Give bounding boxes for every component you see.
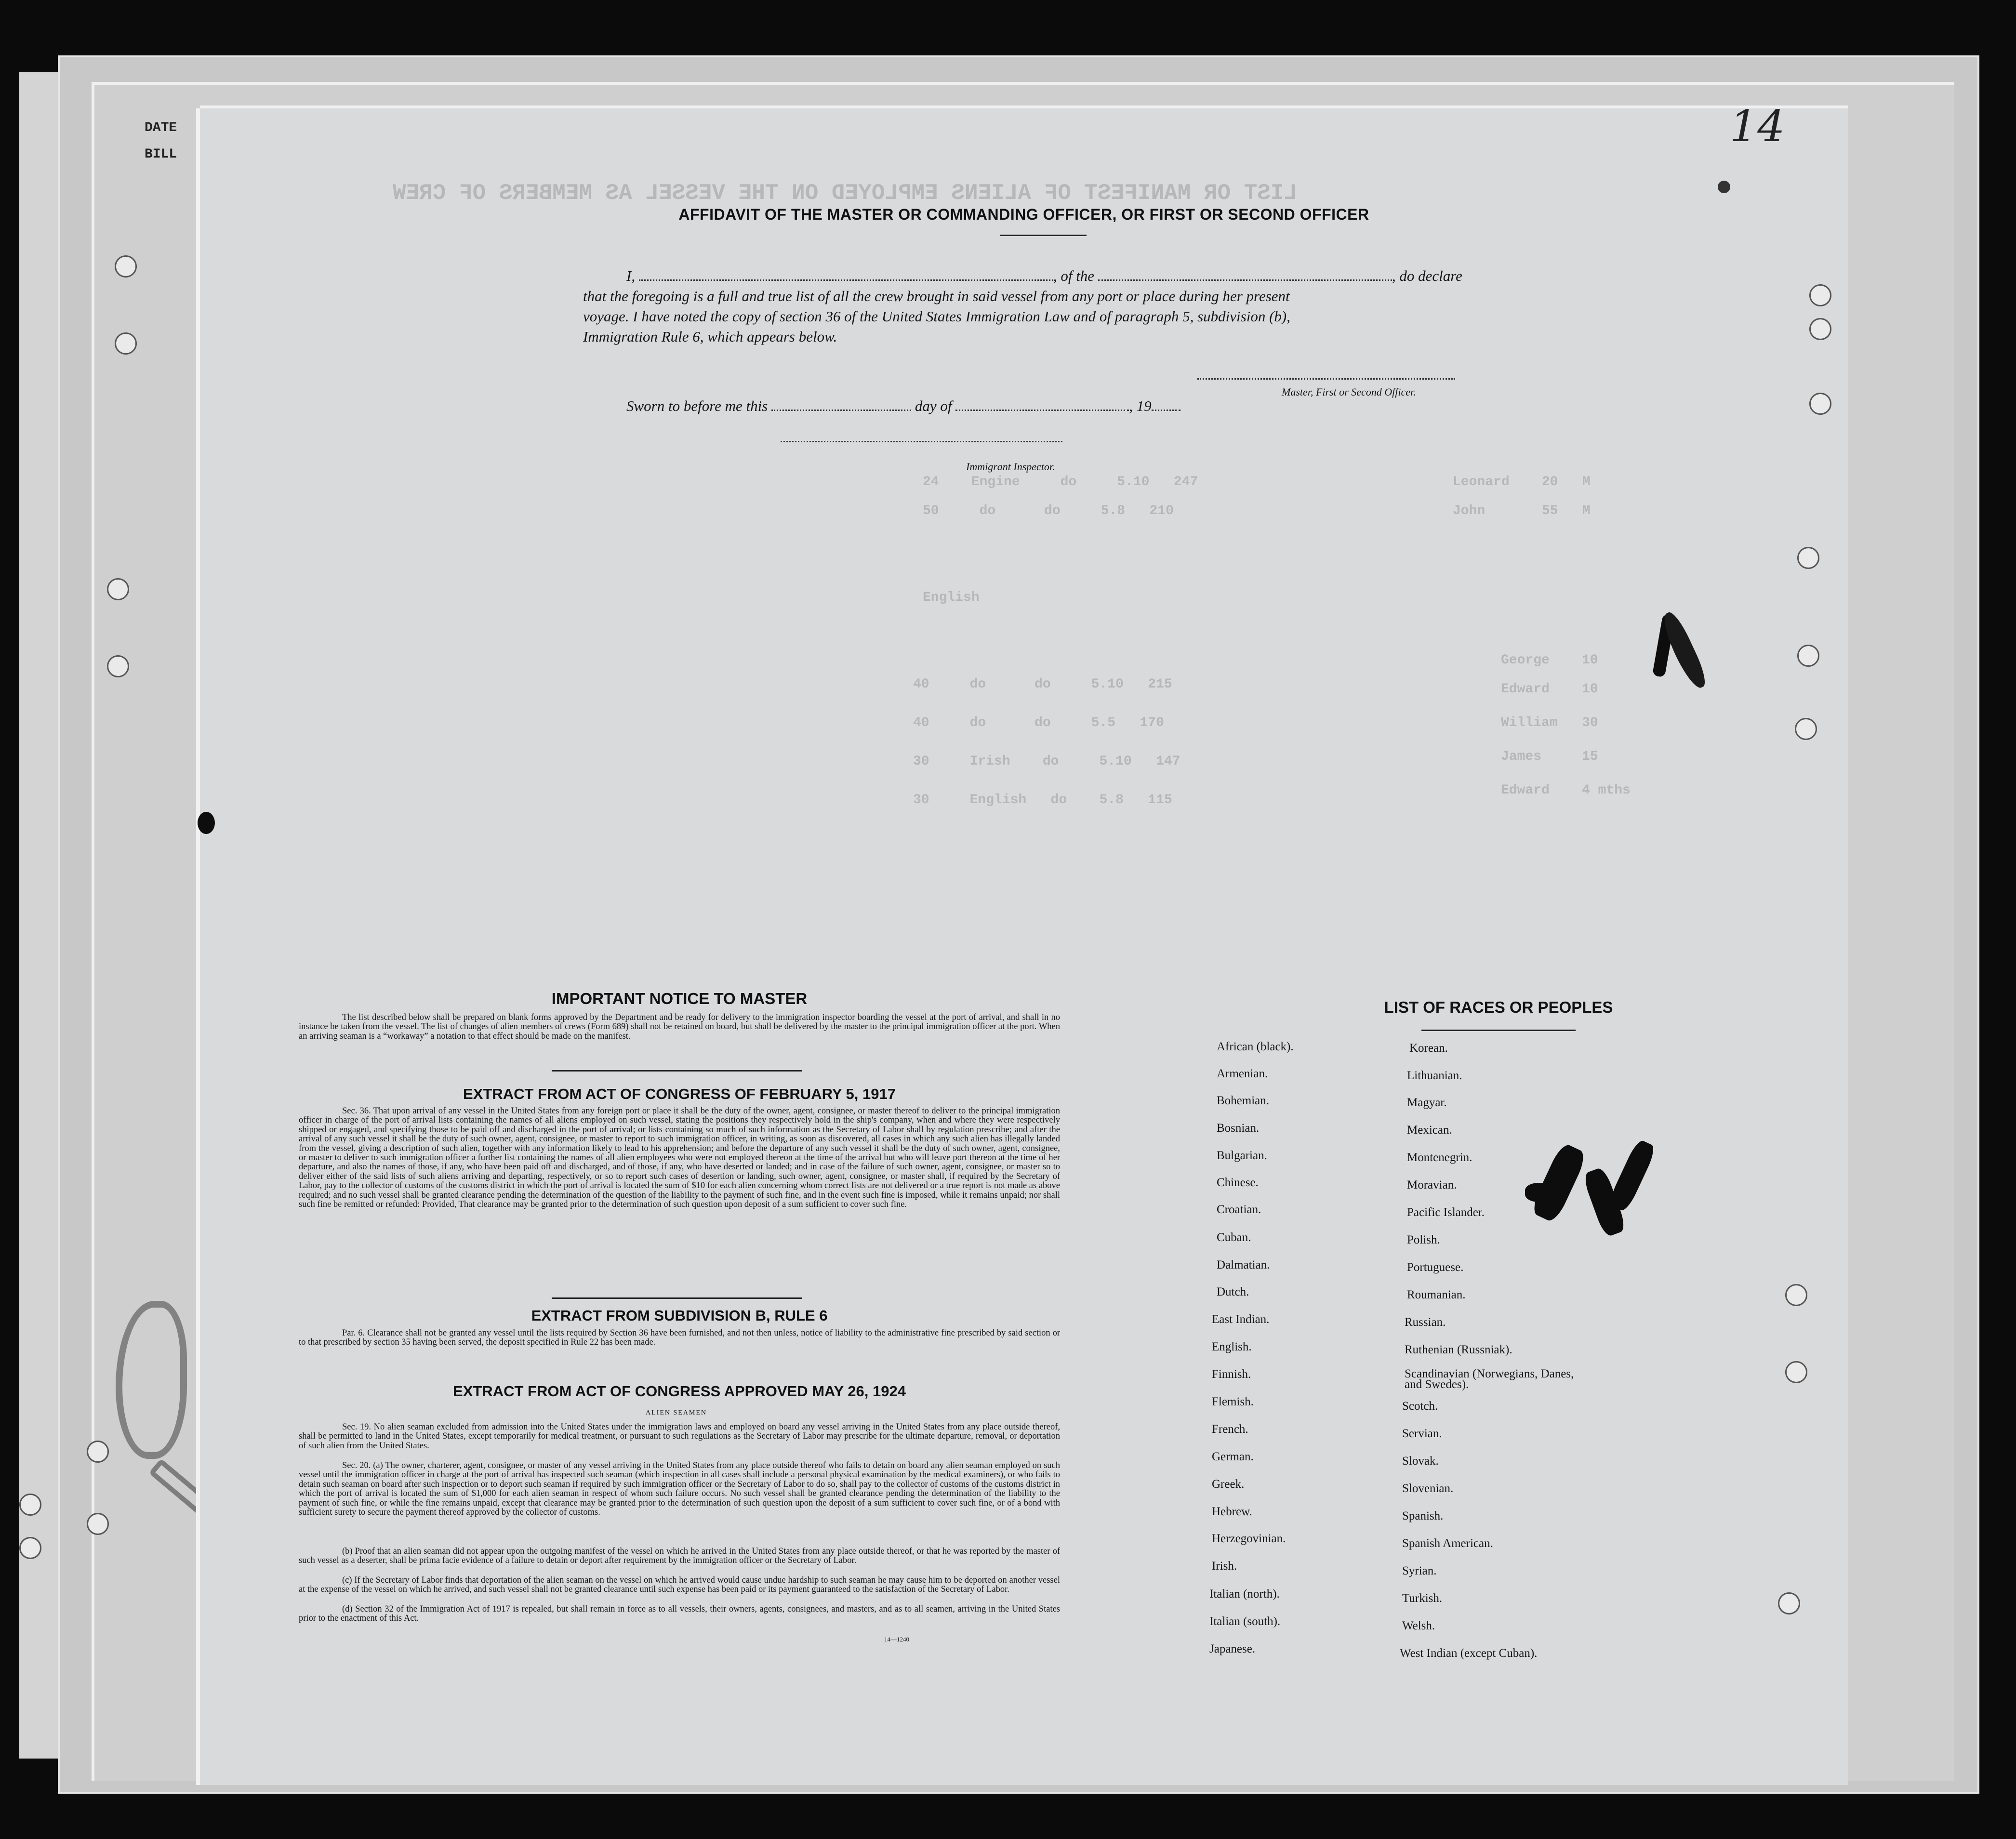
bleed-through-text: 40 do do 5.10 215 xyxy=(913,677,1172,692)
bleed-through-text: John 55 M xyxy=(1453,503,1591,518)
notice-body: The list described below shall be prepared on blank forms approved by the Department and be ready for delivery to the immigration inspector boarding the vessel at the port of arrival, and shall in no instance be taken from the vessel. The list of changes of alien members of crews (Form 689) shall not be retained on board, but shall be delivered by the master to the principal immigration officer at the port. When an arriving seaman is a “workaway” a notation to that effect should be made on the manifest. xyxy=(299,1013,1060,1041)
sworn-prefix: Sworn to before me this xyxy=(626,397,768,414)
race-item: Korean. xyxy=(1409,1042,1448,1055)
section-20-b: (b) Proof that an alien seaman did not appear upon the outgoing manifest of the vessel on which he arrived in the United States from any place outside thereof, or that he was reported by the master of such vessel as a deserter, shall be prima facie evidence of a failure to detain or deport after requirement by the immigration officer or the Secretary of Labor. xyxy=(299,1547,1060,1566)
race-item: Montenegrin. xyxy=(1407,1151,1472,1164)
race-item: Turkish. xyxy=(1402,1592,1443,1605)
binder-hole xyxy=(1797,547,1819,569)
binder-hole xyxy=(87,1441,109,1463)
sworn-line xyxy=(626,397,1180,415)
race-item: French. xyxy=(1212,1423,1248,1436)
race-item: Spanish. xyxy=(1402,1509,1444,1522)
race-item: Russian. xyxy=(1405,1316,1446,1329)
ink-mark xyxy=(1718,181,1730,193)
binder-hole xyxy=(107,578,129,600)
binder-hole xyxy=(115,255,137,278)
binder-hole xyxy=(1809,284,1831,306)
divider xyxy=(1421,1030,1576,1031)
binder-hole xyxy=(1809,393,1831,415)
bleed-through-text: 50 do do 5.8 210 xyxy=(923,503,1174,518)
race-item: Bulgarian. xyxy=(1217,1149,1267,1162)
sworn-year: , 19 xyxy=(1129,397,1152,414)
ink-mark xyxy=(198,812,215,834)
race-item: Croatian. xyxy=(1217,1203,1261,1216)
race-item: Dutch. xyxy=(1217,1285,1249,1298)
edge-label-date: DATE xyxy=(145,120,177,135)
race-item: Finnish. xyxy=(1212,1368,1251,1381)
extract-1924-title: EXTRACT FROM ACT OF CONGRESS APPROVED MAY 26, 1924 xyxy=(453,1383,906,1400)
race-item: Lithuanian. xyxy=(1407,1069,1462,1082)
binder-hole xyxy=(19,1494,41,1516)
race-item: Bohemian. xyxy=(1217,1094,1270,1107)
vessel-blank[interactable] xyxy=(1098,279,1392,281)
binder-hole xyxy=(87,1513,109,1535)
affidavit-line-1 xyxy=(626,267,1462,285)
divider xyxy=(552,1070,802,1072)
signature-blank[interactable] xyxy=(1197,378,1455,380)
race-item: Moravian. xyxy=(1407,1178,1457,1191)
race-item: Pacific Islander. xyxy=(1407,1206,1485,1219)
race-item: English. xyxy=(1212,1340,1252,1353)
sworn-year-blank[interactable] xyxy=(1152,410,1180,411)
race-item: Hebrew. xyxy=(1212,1505,1252,1518)
affidavit-line-4: Immigration Rule 6, which appears below. xyxy=(583,328,837,345)
binder-hole xyxy=(1795,718,1817,740)
race-item: Ruthenian (Russniak). xyxy=(1405,1343,1512,1356)
bleed-through-text: George 10 xyxy=(1501,653,1598,668)
race-item: Spanish American. xyxy=(1402,1537,1493,1550)
affidavit-declare: , do declare xyxy=(1392,267,1462,284)
section-20-d: (d) Section 32 of the Immigration Act of 1917 is repealed, but shall remain in force as to all vessels, their owners, agents, consignees, and masters, and as to all seamen, arriving in the United States prior to the enactment of this Act. xyxy=(299,1604,1060,1624)
race-item: Scotch. xyxy=(1402,1400,1438,1413)
race-item: Welsh. xyxy=(1402,1619,1435,1632)
ink-mark xyxy=(1525,1183,1559,1202)
name-blank[interactable] xyxy=(639,279,1053,281)
sworn-date-blank[interactable] xyxy=(771,410,911,411)
race-item: Scandinavian (Norwegians, Danes, and Swedes). xyxy=(1405,1367,1574,1391)
race-item: Cuban. xyxy=(1217,1231,1251,1244)
notice-title: IMPORTANT NOTICE TO MASTER xyxy=(551,990,808,1007)
alien-seamen-subtitle: ALIEN SEAMEN xyxy=(646,1409,707,1416)
extract-rule6-title: EXTRACT FROM SUBDIVISION B, RULE 6 xyxy=(531,1307,828,1324)
affidavit-line-3: voyage. I have noted the copy of section 36 of the United States Immigration Law and of paragraph 5, subdivision (b), xyxy=(583,308,1290,325)
bleed-through-text: 40 do do 5.5 170 xyxy=(913,715,1164,730)
race-item: Italian (north). xyxy=(1209,1588,1280,1601)
extract-1917-title: EXTRACT FROM ACT OF CONGRESS OF FEBRUARY 5, 1917 xyxy=(463,1085,896,1102)
affidavit-i: I, xyxy=(626,267,636,284)
race-item: Italian (south). xyxy=(1209,1615,1281,1628)
bleed-through-text: Leonard 20 M xyxy=(1453,475,1591,490)
binder-hole xyxy=(19,1537,41,1559)
race-item: African (black). xyxy=(1217,1040,1294,1053)
edge-label-bill: BILL xyxy=(145,147,177,162)
extract-1917-body: Sec. 36. That upon arrival of any vessel in the United States from any foreign port or place it shall be the duty of the owner, agent, consignee, or master thereof to deliver to the principal immigration officer in charge of the port of arrival lists containing the names of all aliens employed on such vessel, stating the positions they respectively hold in the ship's company, when and where they were respectively shipped or engaged, and specifying those to be paid off and discharged in the port of arrival; or lists containing so much of such information as the Secretary of Labor shall by regulation prescribe; and after the arrival of any such vessel it shall be the duty of such owner, agent, consignee, or master to report to such immigration officer, in writing, as soon as discovered, all cases in which any such alien has illegally landed from the vessel, giving a description of such alien, together with any information likely to lead to his apprehension; and before the departure of any such vessel it shall be the duty of such owner, agent, consignee, or master to deliver to such immigration officer a further list containing the names of all alien employees who were not employed thereon at the time of the arrival but who will leave port thereon at the time of her departure, and also the names of those, if any, who have been paid off and discharged, and of those, if any, who have deserted or landed; and in case of the failure of such owner, agent, consignee, or master so to deliver either of the said lists of such aliens arriving and departing, respectively, or so to report such cases of desertion or landing, such owner, agent, consignee, or master shall, if required by the Secretary of Labor, pay to the collector of customs of the customs district in which the port of arrival is located the sum of $10 for each alien concerning whom correct lists are not delivered or a true report is not made as above required; and no such vessel shall be granted clearance pending the determination of the question of the liability to the payment of such fine, and in the event such fine is imposed, while it remains unpaid; nor shall such fine be remitted or refunded: Provided, That clearance may be granted prior to the determination of such question upon deposit of a sum sufficient to cover such fine. xyxy=(299,1106,1060,1210)
bleed-through-text: LIST OR MANIFEST OF ALIENS EMPLOYED ON THE VESSEL AS MEMBERS OF CREW xyxy=(393,181,1298,206)
race-item: Slovenian. xyxy=(1402,1482,1454,1495)
affidavit-line-2: that the foregoing is a full and true list of all the crew brought in said vessel from any port or place during her present xyxy=(583,288,1290,304)
race-item: Servian. xyxy=(1402,1427,1442,1440)
affidavit-of-the: , of the xyxy=(1053,267,1095,284)
race-item: Irish. xyxy=(1212,1560,1237,1573)
binder-hole xyxy=(1785,1284,1807,1306)
bleed-through-text: English xyxy=(923,590,980,605)
bleed-through-text: Edward 4 mths xyxy=(1501,783,1631,798)
race-item: Bosnian. xyxy=(1217,1122,1260,1135)
binder-hole xyxy=(1809,318,1831,340)
race-item: West Indian (except Cuban). xyxy=(1400,1647,1538,1660)
inspector-blank[interactable] xyxy=(781,441,1062,442)
bleed-through-text: William 30 xyxy=(1501,715,1598,730)
extract-rule6-body: Par. 6. Clearance shall not be granted any vessel until the lists required by Section 36 have been furnished, and not then unless, notice of liability to the administrative fine prescribed by said section or to that prescribed by section 35 having been served, the deposit specified in Rule 22 has been made. xyxy=(299,1328,1060,1348)
race-item: Chinese. xyxy=(1217,1176,1259,1189)
inspector-caption: Immigrant Inspector. xyxy=(966,461,1055,473)
signature-caption: Master, First or Second Officer. xyxy=(1282,386,1416,398)
race-item: Herzegovinian. xyxy=(1212,1532,1286,1545)
binder-hole xyxy=(115,332,137,355)
bleed-through-text: James 15 xyxy=(1501,749,1598,764)
sworn-month-blank[interactable] xyxy=(955,410,1129,411)
race-item: Flemish. xyxy=(1212,1395,1254,1408)
race-item: German. xyxy=(1212,1450,1254,1463)
binder-hole xyxy=(1778,1592,1800,1614)
ink-mark xyxy=(1607,1138,1657,1213)
bleed-through-text: 24 Engine do 5.10 247 xyxy=(923,475,1198,490)
bleed-through-text: 30 Irish do 5.10 147 xyxy=(913,754,1180,769)
race-item: Polish. xyxy=(1407,1233,1440,1246)
bleed-through-text: 30 English do 5.8 115 xyxy=(913,793,1172,807)
race-item: Magyar. xyxy=(1407,1096,1447,1109)
race-item: Roumanian. xyxy=(1407,1288,1466,1301)
binder-hole xyxy=(107,655,129,677)
race-item: Dalmatian. xyxy=(1217,1258,1270,1271)
race-item: East Indian. xyxy=(1212,1313,1270,1326)
form-number: 14—1240 xyxy=(884,1636,909,1643)
section-19: Sec. 19. No alien seaman excluded from admission into the United States under the immigration laws and employed on board any vessel arriving in the United States from any place outside thereof, shall be permitted to land in the United States, except temporarily for medical treatment, or pursuant to such regulations as the Secretary of Labor may prescribe for the ultimate departure, removal, or deportation of such alien from the United States. xyxy=(299,1422,1060,1451)
manifest-page xyxy=(200,108,1848,1785)
divider xyxy=(1000,235,1087,236)
races-title: LIST OF RACES OR PEOPLES xyxy=(1384,998,1613,1016)
race-item: Japanese. xyxy=(1209,1642,1256,1655)
race-item: Syrian. xyxy=(1402,1564,1437,1577)
affidavit-title: AFFIDAVIT OF THE MASTER OR COMMANDING OFFICER, OR FIRST OR SECOND OFFICER xyxy=(678,206,1369,223)
race-item: Armenian. xyxy=(1217,1067,1268,1080)
binder-hole xyxy=(1797,645,1819,667)
section-20-c: (c) If the Secretary of Labor finds that deportation of the alien seaman on the vessel on which he arrived would cause undue hardship to such seaman he may cause him to be deported on another vessel at the expense of the vessel on which he arrived, and such vessel shall not be granted clearance until such expense has been paid or its payment guaranteed to the satisfaction of the Secretary of Labor. xyxy=(299,1575,1060,1595)
binder-hole xyxy=(1785,1361,1807,1383)
race-item: Slovak. xyxy=(1402,1455,1439,1468)
bleed-through-text: Edward 10 xyxy=(1501,682,1598,697)
section-20-a: Sec. 20. (a) The owner, charterer, agent, consignee, or master of any vessel arriving in the United States from any place outside thereof who fails to detain on board any alien seaman employed on such vessel until the immigration officer in charge at the port of arrival has inspected such seaman (which inspection in all cases shall include a personal physical examination by the medical examiners), or who fails to detain such seaman on board after such inspection or to deport such seaman if required by such immigration officer or the Secretary of Labor to do so, shall pay to the collector of customs of the customs district in which the port of arrival is located the sum of $1,000 for each alien seaman in respect of whom such failure occurs. No such vessel shall be granted clearance pending the determination of the liability to the payment of such fine, or while the fine remains unpaid, except that clearance may be granted prior to the determination of such question upon the deposit of a sum sufficient to cover such fine, or of a bond with sufficient surety to secure the payment thereof approved by the collector of customs. xyxy=(299,1461,1060,1518)
sworn-day-of: day of xyxy=(915,397,952,414)
race-item: Mexican. xyxy=(1407,1124,1452,1137)
race-item: Greek. xyxy=(1212,1478,1245,1491)
divider xyxy=(552,1297,802,1299)
page-number: 14 xyxy=(1730,101,1785,152)
race-item: Portuguese. xyxy=(1407,1261,1464,1274)
